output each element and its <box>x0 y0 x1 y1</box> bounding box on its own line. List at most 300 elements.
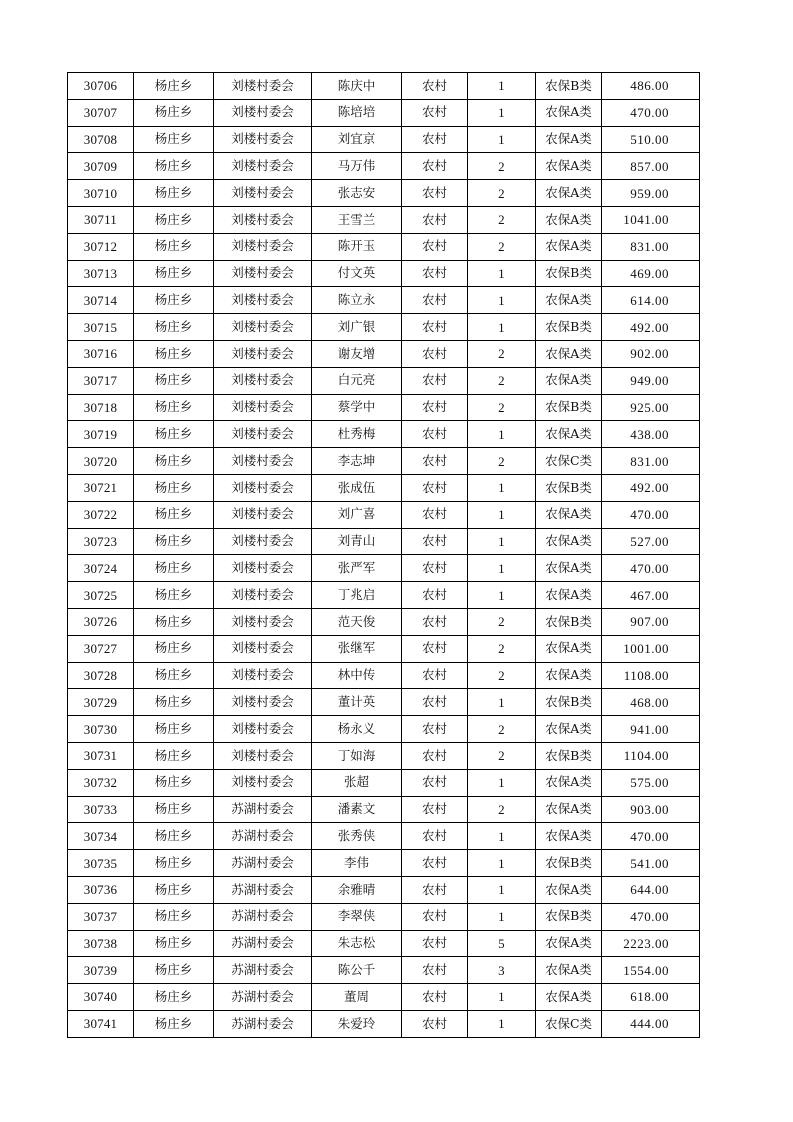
amount-cell: 470.00 <box>602 99 700 126</box>
name-cell: 李志坤 <box>312 448 402 475</box>
village-committee-cell: 刘楼村委会 <box>214 635 312 662</box>
insurance-category-cell: 农保C类 <box>536 1010 602 1037</box>
amount-cell: 541.00 <box>602 850 700 877</box>
name-cell: 李伟 <box>312 850 402 877</box>
name-cell: 潘素文 <box>312 796 402 823</box>
name-cell: 陈培培 <box>312 99 402 126</box>
area-type-cell: 农村 <box>402 233 468 260</box>
insurance-category-cell: 农保B类 <box>536 850 602 877</box>
name-cell: 陈立永 <box>312 287 402 314</box>
village-committee-cell: 刘楼村委会 <box>214 73 312 100</box>
serial-number-cell: 30721 <box>68 474 134 501</box>
table-row <box>68 689 700 716</box>
area-type-cell: 农村 <box>402 984 468 1011</box>
township-cell: 杨庄乡 <box>134 367 214 394</box>
name-cell: 蔡学中 <box>312 394 402 421</box>
table-row <box>68 153 700 180</box>
table-row <box>68 99 700 126</box>
household-size-cell: 2 <box>468 742 536 769</box>
name-cell: 张秀侠 <box>312 823 402 850</box>
amount-cell: 831.00 <box>602 233 700 260</box>
township-cell: 杨庄乡 <box>134 394 214 421</box>
amount-cell: 1001.00 <box>602 635 700 662</box>
table-row <box>68 180 700 207</box>
table-row <box>68 903 700 930</box>
township-cell: 杨庄乡 <box>134 769 214 796</box>
amount-cell: 925.00 <box>602 394 700 421</box>
township-cell: 杨庄乡 <box>134 742 214 769</box>
village-committee-cell: 苏湖村委会 <box>214 984 312 1011</box>
amount-cell: 486.00 <box>602 73 700 100</box>
table-row <box>68 742 700 769</box>
table-row <box>68 876 700 903</box>
table-row <box>68 287 700 314</box>
amount-cell: 903.00 <box>602 796 700 823</box>
table-row <box>68 850 700 877</box>
area-type-cell: 农村 <box>402 716 468 743</box>
township-cell: 杨庄乡 <box>134 528 214 555</box>
insurance-category-cell: 农保A类 <box>536 876 602 903</box>
area-type-cell: 农村 <box>402 582 468 609</box>
area-type-cell: 农村 <box>402 876 468 903</box>
name-cell: 刘广喜 <box>312 501 402 528</box>
amount-cell: 492.00 <box>602 314 700 341</box>
village-committee-cell: 刘楼村委会 <box>214 608 312 635</box>
amount-cell: 470.00 <box>602 555 700 582</box>
area-type-cell: 农村 <box>402 769 468 796</box>
household-size-cell: 2 <box>468 206 536 233</box>
amount-cell: 1041.00 <box>602 206 700 233</box>
township-cell: 杨庄乡 <box>134 930 214 957</box>
household-size-cell: 1 <box>468 903 536 930</box>
amount-cell: 1108.00 <box>602 662 700 689</box>
household-size-cell: 1 <box>468 99 536 126</box>
amount-cell: 1554.00 <box>602 957 700 984</box>
insurance-category-cell: 农保A类 <box>536 769 602 796</box>
table-row <box>68 582 700 609</box>
area-type-cell: 农村 <box>402 501 468 528</box>
serial-number-cell: 30732 <box>68 769 134 796</box>
serial-number-cell: 30728 <box>68 662 134 689</box>
household-size-cell: 2 <box>468 635 536 662</box>
serial-number-cell: 30737 <box>68 903 134 930</box>
household-size-cell: 1 <box>468 126 536 153</box>
table-row <box>68 421 700 448</box>
household-size-cell: 2 <box>468 153 536 180</box>
township-cell: 杨庄乡 <box>134 555 214 582</box>
household-size-cell: 1 <box>468 555 536 582</box>
name-cell: 付文英 <box>312 260 402 287</box>
township-cell: 杨庄乡 <box>134 153 214 180</box>
household-size-cell: 1 <box>468 689 536 716</box>
table-row <box>68 662 700 689</box>
name-cell: 刘广银 <box>312 314 402 341</box>
area-type-cell: 农村 <box>402 260 468 287</box>
serial-number-cell: 30738 <box>68 930 134 957</box>
amount-cell: 470.00 <box>602 823 700 850</box>
household-size-cell: 1 <box>468 73 536 100</box>
village-committee-cell: 苏湖村委会 <box>214 1010 312 1037</box>
household-size-cell: 1 <box>468 421 536 448</box>
name-cell: 刘青山 <box>312 528 402 555</box>
name-cell: 朱志松 <box>312 930 402 957</box>
area-type-cell: 农村 <box>402 73 468 100</box>
village-committee-cell: 刘楼村委会 <box>214 126 312 153</box>
village-committee-cell: 刘楼村委会 <box>214 233 312 260</box>
amount-cell: 470.00 <box>602 903 700 930</box>
amount-cell: 492.00 <box>602 474 700 501</box>
area-type-cell: 农村 <box>402 689 468 716</box>
insurance-category-cell: 农保A类 <box>536 930 602 957</box>
area-type-cell: 农村 <box>402 930 468 957</box>
name-cell: 林中传 <box>312 662 402 689</box>
serial-number-cell: 30733 <box>68 796 134 823</box>
amount-cell: 510.00 <box>602 126 700 153</box>
household-size-cell: 2 <box>468 394 536 421</box>
table-row <box>68 501 700 528</box>
amount-cell: 857.00 <box>602 153 700 180</box>
serial-number-cell: 30735 <box>68 850 134 877</box>
household-size-cell: 1 <box>468 474 536 501</box>
village-committee-cell: 苏湖村委会 <box>214 876 312 903</box>
area-type-cell: 农村 <box>402 99 468 126</box>
amount-cell: 941.00 <box>602 716 700 743</box>
household-size-cell: 1 <box>468 501 536 528</box>
serial-number-cell: 30712 <box>68 233 134 260</box>
amount-cell: 907.00 <box>602 608 700 635</box>
insurance-category-cell: 农保C类 <box>536 448 602 475</box>
village-committee-cell: 苏湖村委会 <box>214 930 312 957</box>
serial-number-cell: 30724 <box>68 555 134 582</box>
table-row <box>68 796 700 823</box>
serial-number-cell: 30741 <box>68 1010 134 1037</box>
township-cell: 杨庄乡 <box>134 1010 214 1037</box>
table-row <box>68 126 700 153</box>
table-row <box>68 367 700 394</box>
township-cell: 杨庄乡 <box>134 984 214 1011</box>
name-cell: 董周 <box>312 984 402 1011</box>
name-cell: 张志安 <box>312 180 402 207</box>
insurance-category-cell: 农保B类 <box>536 474 602 501</box>
village-committee-cell: 刘楼村委会 <box>214 662 312 689</box>
village-committee-cell: 刘楼村委会 <box>214 421 312 448</box>
township-cell: 杨庄乡 <box>134 662 214 689</box>
serial-number-cell: 30714 <box>68 287 134 314</box>
table-row <box>68 260 700 287</box>
name-cell: 陈开玉 <box>312 233 402 260</box>
village-committee-cell: 刘楼村委会 <box>214 206 312 233</box>
name-cell: 陈公千 <box>312 957 402 984</box>
table-row <box>68 635 700 662</box>
insurance-category-cell: 农保B类 <box>536 260 602 287</box>
area-type-cell: 农村 <box>402 314 468 341</box>
village-committee-cell: 苏湖村委会 <box>214 957 312 984</box>
household-size-cell: 2 <box>468 716 536 743</box>
township-cell: 杨庄乡 <box>134 582 214 609</box>
household-size-cell: 2 <box>468 448 536 475</box>
area-type-cell: 农村 <box>402 555 468 582</box>
area-type-cell: 农村 <box>402 206 468 233</box>
amount-cell: 438.00 <box>602 421 700 448</box>
area-type-cell: 农村 <box>402 957 468 984</box>
amount-cell: 959.00 <box>602 180 700 207</box>
table-row <box>68 957 700 984</box>
household-size-cell: 2 <box>468 340 536 367</box>
name-cell: 李翠侠 <box>312 903 402 930</box>
area-type-cell: 农村 <box>402 421 468 448</box>
serial-number-cell: 30710 <box>68 180 134 207</box>
area-type-cell: 农村 <box>402 340 468 367</box>
village-committee-cell: 刘楼村委会 <box>214 394 312 421</box>
insurance-category-cell: 农保A类 <box>536 635 602 662</box>
insurance-category-cell: 农保A类 <box>536 340 602 367</box>
serial-number-cell: 30730 <box>68 716 134 743</box>
table-row <box>68 555 700 582</box>
serial-number-cell: 30726 <box>68 608 134 635</box>
name-cell: 朱爱玲 <box>312 1010 402 1037</box>
name-cell: 余雅晴 <box>312 876 402 903</box>
household-size-cell: 5 <box>468 930 536 957</box>
village-committee-cell: 刘楼村委会 <box>214 528 312 555</box>
insurance-category-cell: 农保A类 <box>536 233 602 260</box>
township-cell: 杨庄乡 <box>134 73 214 100</box>
village-committee-cell: 刘楼村委会 <box>214 716 312 743</box>
insurance-category-cell: 农保A类 <box>536 984 602 1011</box>
township-cell: 杨庄乡 <box>134 126 214 153</box>
insurance-category-cell: 农保B类 <box>536 608 602 635</box>
insurance-category-cell: 农保B类 <box>536 689 602 716</box>
area-type-cell: 农村 <box>402 448 468 475</box>
household-size-cell: 1 <box>468 314 536 341</box>
insurance-category-cell: 农保A类 <box>536 180 602 207</box>
name-cell: 陈庆中 <box>312 73 402 100</box>
name-cell: 张继军 <box>312 635 402 662</box>
insurance-category-cell: 农保A类 <box>536 421 602 448</box>
township-cell: 杨庄乡 <box>134 903 214 930</box>
township-cell: 杨庄乡 <box>134 340 214 367</box>
township-cell: 杨庄乡 <box>134 608 214 635</box>
table-row <box>68 608 700 635</box>
serial-number-cell: 30717 <box>68 367 134 394</box>
table-row <box>68 314 700 341</box>
serial-number-cell: 30720 <box>68 448 134 475</box>
township-cell: 杨庄乡 <box>134 260 214 287</box>
township-cell: 杨庄乡 <box>134 635 214 662</box>
village-committee-cell: 刘楼村委会 <box>214 474 312 501</box>
township-cell: 杨庄乡 <box>134 448 214 475</box>
village-committee-cell: 刘楼村委会 <box>214 501 312 528</box>
township-cell: 杨庄乡 <box>134 689 214 716</box>
amount-cell: 467.00 <box>602 582 700 609</box>
township-cell: 杨庄乡 <box>134 99 214 126</box>
table-row <box>68 206 700 233</box>
insurance-category-cell: 农保B类 <box>536 314 602 341</box>
amount-cell: 902.00 <box>602 340 700 367</box>
household-size-cell: 2 <box>468 796 536 823</box>
insurance-category-cell: 农保A类 <box>536 287 602 314</box>
amount-cell: 469.00 <box>602 260 700 287</box>
amount-cell: 614.00 <box>602 287 700 314</box>
area-type-cell: 农村 <box>402 474 468 501</box>
village-committee-cell: 刘楼村委会 <box>214 180 312 207</box>
amount-cell: 2223.00 <box>602 930 700 957</box>
township-cell: 杨庄乡 <box>134 876 214 903</box>
insurance-category-cell: 农保A类 <box>536 99 602 126</box>
amount-cell: 575.00 <box>602 769 700 796</box>
serial-number-cell: 30715 <box>68 314 134 341</box>
village-committee-cell: 刘楼村委会 <box>214 153 312 180</box>
township-cell: 杨庄乡 <box>134 206 214 233</box>
name-cell: 刘宜京 <box>312 126 402 153</box>
table-row <box>68 930 700 957</box>
name-cell: 丁如海 <box>312 742 402 769</box>
area-type-cell: 农村 <box>402 635 468 662</box>
household-size-cell: 3 <box>468 957 536 984</box>
village-committee-cell: 刘楼村委会 <box>214 582 312 609</box>
village-committee-cell: 刘楼村委会 <box>214 287 312 314</box>
name-cell: 谢友增 <box>312 340 402 367</box>
insurance-category-cell: 农保A类 <box>536 501 602 528</box>
table-row <box>68 474 700 501</box>
village-committee-cell: 刘楼村委会 <box>214 689 312 716</box>
serial-number-cell: 30740 <box>68 984 134 1011</box>
household-size-cell: 2 <box>468 367 536 394</box>
amount-cell: 644.00 <box>602 876 700 903</box>
township-cell: 杨庄乡 <box>134 233 214 260</box>
insurance-category-cell: 农保A类 <box>536 957 602 984</box>
amount-cell: 444.00 <box>602 1010 700 1037</box>
village-committee-cell: 刘楼村委会 <box>214 260 312 287</box>
township-cell: 杨庄乡 <box>134 796 214 823</box>
serial-number-cell: 30731 <box>68 742 134 769</box>
name-cell: 董计英 <box>312 689 402 716</box>
insurance-category-cell: 农保B类 <box>536 903 602 930</box>
serial-number-cell: 30706 <box>68 73 134 100</box>
area-type-cell: 农村 <box>402 903 468 930</box>
amount-cell: 831.00 <box>602 448 700 475</box>
household-size-cell: 1 <box>468 582 536 609</box>
table-row <box>68 823 700 850</box>
serial-number-cell: 30708 <box>68 126 134 153</box>
township-cell: 杨庄乡 <box>134 823 214 850</box>
village-committee-cell: 苏湖村委会 <box>214 850 312 877</box>
village-committee-cell: 刘楼村委会 <box>214 555 312 582</box>
household-size-cell: 1 <box>468 528 536 555</box>
area-type-cell: 农村 <box>402 126 468 153</box>
table-row <box>68 716 700 743</box>
table-row <box>68 394 700 421</box>
name-cell: 张超 <box>312 769 402 796</box>
insurance-category-cell: 农保B类 <box>536 73 602 100</box>
township-cell: 杨庄乡 <box>134 957 214 984</box>
area-type-cell: 农村 <box>402 823 468 850</box>
village-committee-cell: 苏湖村委会 <box>214 823 312 850</box>
insurance-category-cell: 农保A类 <box>536 796 602 823</box>
household-size-cell: 1 <box>468 287 536 314</box>
serial-number-cell: 30725 <box>68 582 134 609</box>
table-row <box>68 233 700 260</box>
serial-number-cell: 30736 <box>68 876 134 903</box>
serial-number-cell: 30723 <box>68 528 134 555</box>
insurance-category-cell: 农保A类 <box>536 206 602 233</box>
area-type-cell: 农村 <box>402 153 468 180</box>
village-committee-cell: 刘楼村委会 <box>214 742 312 769</box>
village-committee-cell: 苏湖村委会 <box>214 903 312 930</box>
insurance-category-cell: 农保B类 <box>536 394 602 421</box>
amount-cell: 527.00 <box>602 528 700 555</box>
area-type-cell: 农村 <box>402 1010 468 1037</box>
area-type-cell: 农村 <box>402 662 468 689</box>
name-cell: 马万伟 <box>312 153 402 180</box>
name-cell: 杜秀梅 <box>312 421 402 448</box>
township-cell: 杨庄乡 <box>134 501 214 528</box>
name-cell: 范天俊 <box>312 608 402 635</box>
area-type-cell: 农村 <box>402 742 468 769</box>
village-committee-cell: 刘楼村委会 <box>214 367 312 394</box>
serial-number-cell: 30709 <box>68 153 134 180</box>
area-type-cell: 农村 <box>402 287 468 314</box>
insurance-category-cell: 农保A类 <box>536 555 602 582</box>
insurance-category-cell: 农保A类 <box>536 716 602 743</box>
household-size-cell: 2 <box>468 180 536 207</box>
serial-number-cell: 30713 <box>68 260 134 287</box>
village-committee-cell: 刘楼村委会 <box>214 769 312 796</box>
insurance-category-cell: 农保B类 <box>536 742 602 769</box>
village-committee-cell: 苏湖村委会 <box>214 796 312 823</box>
area-type-cell: 农村 <box>402 608 468 635</box>
household-size-cell: 1 <box>468 823 536 850</box>
household-size-cell: 1 <box>468 769 536 796</box>
amount-cell: 470.00 <box>602 501 700 528</box>
name-cell: 张严军 <box>312 555 402 582</box>
household-size-cell: 2 <box>468 662 536 689</box>
serial-number-cell: 30711 <box>68 206 134 233</box>
insurance-category-cell: 农保A类 <box>536 528 602 555</box>
serial-number-cell: 30707 <box>68 99 134 126</box>
beneficiary-table <box>67 72 700 1038</box>
amount-cell: 618.00 <box>602 984 700 1011</box>
serial-number-cell: 30716 <box>68 340 134 367</box>
table-row <box>68 448 700 475</box>
serial-number-cell: 30729 <box>68 689 134 716</box>
village-committee-cell: 刘楼村委会 <box>214 340 312 367</box>
table-row <box>68 769 700 796</box>
serial-number-cell: 30718 <box>68 394 134 421</box>
township-cell: 杨庄乡 <box>134 421 214 448</box>
household-size-cell: 1 <box>468 876 536 903</box>
table-row <box>68 984 700 1011</box>
village-committee-cell: 刘楼村委会 <box>214 99 312 126</box>
insurance-category-cell: 农保A类 <box>536 582 602 609</box>
area-type-cell: 农村 <box>402 394 468 421</box>
household-size-cell: 1 <box>468 260 536 287</box>
insurance-category-cell: 农保A类 <box>536 662 602 689</box>
name-cell: 白元亮 <box>312 367 402 394</box>
name-cell: 张成伍 <box>312 474 402 501</box>
township-cell: 杨庄乡 <box>134 180 214 207</box>
insurance-category-cell: 农保A类 <box>536 367 602 394</box>
township-cell: 杨庄乡 <box>134 716 214 743</box>
township-cell: 杨庄乡 <box>134 287 214 314</box>
amount-cell: 949.00 <box>602 367 700 394</box>
serial-number-cell: 30734 <box>68 823 134 850</box>
table-row <box>68 340 700 367</box>
household-size-cell: 2 <box>468 233 536 260</box>
name-cell: 王雪兰 <box>312 206 402 233</box>
household-size-cell: 1 <box>468 850 536 877</box>
insurance-category-cell: 农保A类 <box>536 823 602 850</box>
household-size-cell: 2 <box>468 608 536 635</box>
